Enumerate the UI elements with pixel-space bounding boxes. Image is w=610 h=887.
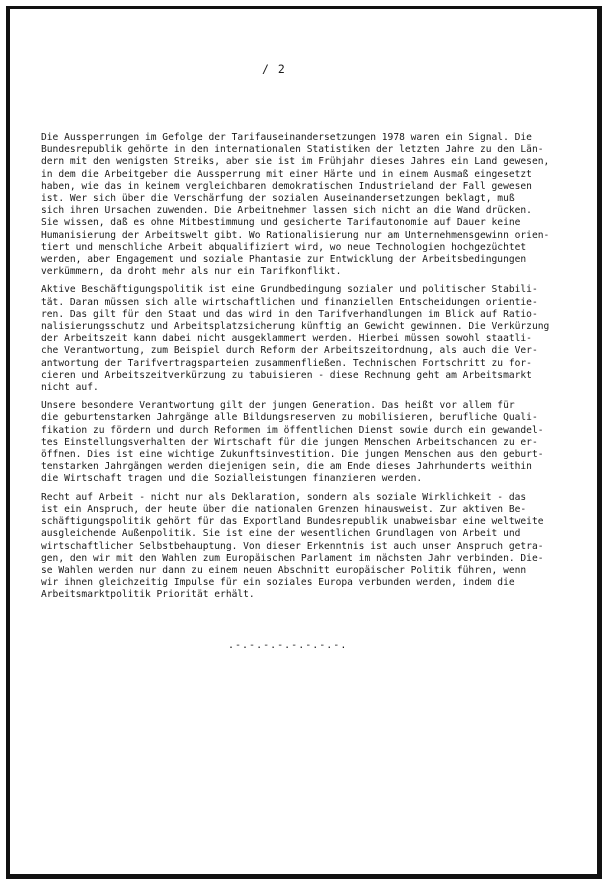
- text-line: nicht auf.: [41, 382, 99, 394]
- text-line: fikation zu fördern und durch Reformen im öffentlichen Dienst sowie durch ein gewandel-: [41, 424, 544, 436]
- text-line: werden, aber Engagement und soziale Phantasie zur Entwicklung der Arbeitsbedingungen: [41, 254, 527, 266]
- text-line: ren. Das gilt für den Staat und das wird in den Tarifverhandlungen im Blick auf Ratio-: [41, 308, 538, 320]
- text-line: sich ihren Ursachen zuwenden. Die Arbeitnehmer lassen sich nicht an die Wand drücken.: [41, 205, 532, 217]
- text-line: öffnen. Dies ist eine wichtige Zukunftsinvestition. Die jungen Menschen aus den geburt-: [41, 449, 544, 461]
- text-line: tenstarken Jahrgängen werden diejenigen sein, die am Ende dieses Jahrhunderts weithin: [41, 461, 532, 473]
- text-line: dern mit den wenigsten Streiks, aber sie ist im Frühjahr dieses Jahres ein Land gewesen,: [41, 156, 550, 168]
- text-line: se Wahlen werden nur dann zu einem neuen Abschnitt europäischer Politik führen, wenn: [41, 564, 527, 576]
- text-line: schäftigungspolitik gehört für das Exportland Bundesrepublik unabweisbar eine weltweite: [41, 516, 544, 528]
- text-line: ausgleichende Außenpolitik. Sie ist eine der wesentlichen Grundlagen von Arbeit und: [41, 528, 521, 540]
- text-line: che Verantwortung, zum Beispiel durch Reform der Arbeitszeitordnung, als auch die Ver-: [41, 345, 538, 357]
- text-line: die Wirtschaft tragen und die Sozialleistungen finanzieren werden.: [41, 473, 423, 485]
- text-line: Die Aussperrungen im Gefolge der Tarifauseinandersetzungen 1978 waren ein Signal. Die: [41, 132, 532, 143]
- text-line: tes Einstellungsverhalten der Wirtschaft für die jungen Menschen Arbeitschancen zu er-: [41, 436, 538, 448]
- document-body: [41, 132, 576, 608]
- text-line: in dem die Arbeitgeber die Aussperrung mit einer Härte und in einem Ausmaß eingesetzt: [41, 168, 532, 180]
- text-line: Unsere besondere Verantwortung gilt der jungen Generation. Das heißt vor allem für: [41, 400, 515, 412]
- text-line: verkümmern, da droht mehr als nur ein Tarifkonflikt.: [41, 266, 342, 278]
- paragraph-employment-policy: [41, 284, 576, 394]
- text-line: ist. Wer sich über die Verschärfung der sozialen Auseinandersetzungen beklagt, muß: [41, 193, 515, 205]
- text-line: die geburtenstarken Jahrgänge alle Bildungsreserven zu mobilisieren, berufliche Quali-: [41, 412, 538, 424]
- text-line: Aktive Beschäftigungspolitik ist eine Grundbedingung sozialer und politischer Stabili-: [41, 284, 538, 296]
- text-line: Humanisierung der Arbeitswelt gibt. Wo Rationalisierung nur am Unternehmensgewinn orien-: [41, 229, 550, 241]
- paragraph-lockouts: [41, 132, 576, 278]
- text-line: nalisierungsschutz und Arbeitsplatzsicherung künftig an Gewicht gewinnen. Die Verkürzung: [41, 321, 550, 333]
- text-line: Recht auf Arbeit - nicht nur als Deklaration, sondern als soziale Wirklichkeit - das: [41, 491, 527, 503]
- text-line: tiert und menschliche Arbeit abqualifiziert wird, wo neue Technologien hochgezüchtet: [41, 241, 527, 253]
- text-line: wir ihnen gleichzeitig Impulse für ein soziales Europa verbunden werden, indem die: [41, 577, 515, 589]
- text-line: der Arbeitszeit kann dabei nicht ausgeklammert werden. Hierbei müssen sowohl staatli-: [41, 333, 532, 345]
- text-line: wirtschaftlicher Selbstbehauptung. Von dieser Erkenntnis ist auch unser Anspruch getra-: [41, 540, 544, 552]
- page-number: / 2: [262, 62, 286, 76]
- text-line: cieren und Arbeitszeitverkürzung zu tabuisieren - diese Rechnung geht am Arbeitsmarkt: [41, 369, 532, 381]
- text-line: tät. Daran müssen sich alle wirtschaftlichen und finanziellen Entscheidungen orientie-: [41, 296, 538, 308]
- text-line: Bundesrepublik gehörte in den internationalen Statistiken der letzten Jahre zu den Län-: [41, 144, 544, 156]
- text-line: ist ein Anspruch, der heute über die nationalen Grenzen hinausweist. Zur aktiven Be-: [41, 503, 527, 515]
- text-line: haben, wie das in keinem vergleichbaren demokratischen Industrieland der Fall gewesen: [41, 180, 532, 192]
- paragraph-young-generation: [41, 400, 576, 485]
- text-line: gen, den wir mit den Wahlen zum Europäischen Parlament im nächsten Jahr verbinden. Die-: [41, 552, 544, 564]
- text-line: Sie wissen, daß es ohne Mitbestimmung und gesicherte Tarifautonomie auf Dauer keine: [41, 217, 521, 229]
- text-line: Arbeitsmarktpolitik Priorität erhält.: [41, 589, 255, 601]
- end-separator: .-.-.-.-.-.-.-.-.: [228, 640, 348, 651]
- paragraph-right-to-work: [41, 492, 576, 602]
- text-line: antwortung der Tarifvertragsparteien zusammenfließen. Technischen Fortschritt zu for-: [41, 357, 532, 369]
